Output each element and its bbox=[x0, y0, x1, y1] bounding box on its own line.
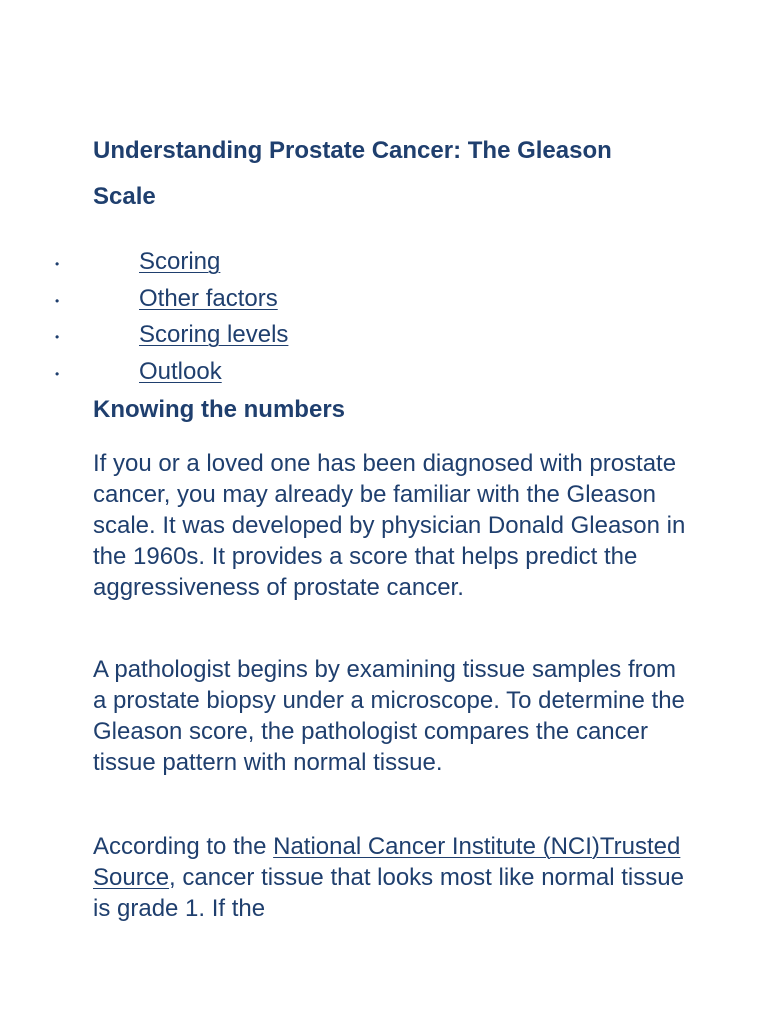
page-title: Understanding Prostate Cancer: The Gleason Scale bbox=[93, 137, 612, 210]
toc-link-scoring[interactable]: Scoring bbox=[139, 248, 221, 275]
bullet-icon: • bbox=[55, 366, 60, 381]
bullet-icon: • bbox=[55, 257, 60, 271]
paragraph-intro: If you or a loved one has been diagnosed with prostate cancer, you may already be familiar with the Gleason scale. It was developed by physician Donald Gleason in the 1960s. It provides a score that helps predict the aggressiveness of prostate cancer. bbox=[93, 450, 686, 601]
paragraph-nci-text-after: , cancer tissue that looks most like normal tissue is grade 1. If the bbox=[93, 864, 684, 922]
paragraph-nci-text-before: According to the bbox=[93, 833, 274, 860]
bullet-icon: • bbox=[55, 293, 60, 308]
toc-link-scoring-levels[interactable]: Scoring levels bbox=[139, 321, 289, 348]
toc-link-other-factors[interactable]: Other factors bbox=[139, 284, 278, 312]
bullet-icon: • bbox=[55, 330, 60, 344]
paragraph-pathologist: A pathologist begins by examining tissue samples from a prostate biopsy under a microscope. To determine the Gleason score, the pathologist compares the cancer tissue pattern with normal tissue. bbox=[93, 656, 685, 776]
nci-trusted-source-link[interactable]: National Cancer Institute (NCI)Trusted Source bbox=[93, 833, 681, 891]
toc-link-outlook[interactable]: Outlook bbox=[139, 357, 222, 385]
paragraph-nci bbox=[93, 831, 693, 924]
section-heading: Knowing the numbers bbox=[93, 396, 345, 423]
